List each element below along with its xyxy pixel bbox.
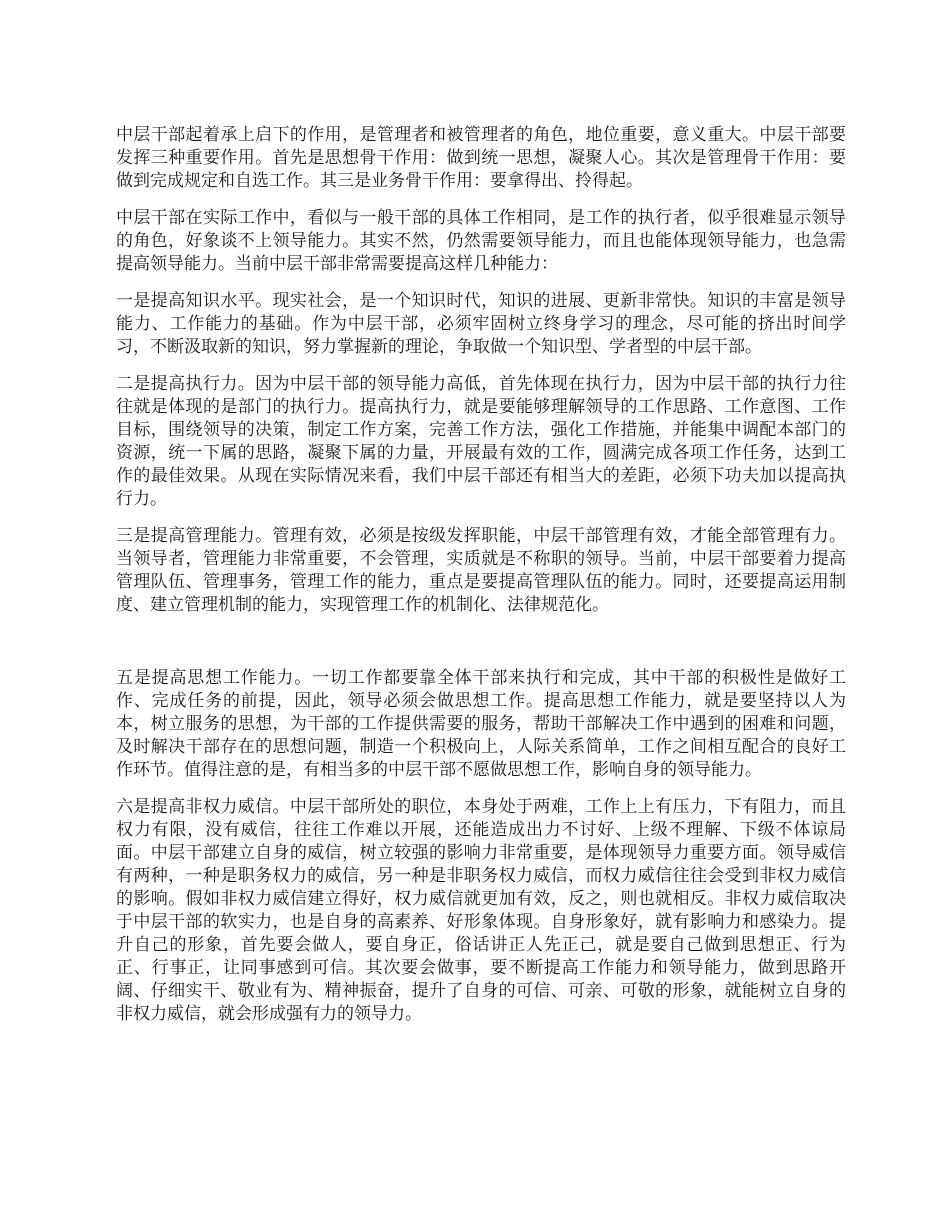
document-body: [116, 124, 846, 1040]
paragraph-knowledge: 一是提高知识水平。现实社会，是一个知识时代，知识的进展、更新非常快。知识的丰富是领导能力、工作能力的基础。作为中层干部，必须牢固树立终身学习的理念，尽可能的挤出时间学习，不断汲取新的知识，努力掌握新的理论，争取做一个知识型、学者型的中层干部。: [116, 291, 846, 357]
paragraph-ideological-work: 五是提高思想工作能力。一切工作都要靠全体干部来执行和完成，其中干部的积极性是做好工作、完成任务的前提，因此，领导必须会做思想工作。提高思想工作能力，就是要坚持以人为本，树立服务的思想，为干部的工作提供需要的服务，帮助干部解决工作中遇到的困难和问题，及时解决干部存在的思想问题，制造一个积极向上，人际关系简单，工作之间相互配合的良好工作环节。值得注意的是，有相当多的中层干部不愿做思想工作，影响自身的领导能力。: [116, 668, 846, 780]
paragraph-management: 三是提高管理能力。管理有效，必须是按级发挥职能，中层干部管理有效，才能全部管理有力。当领导者，管理能力非常重要，不会管理，实质就是不称职的领导。当前，中层干部要着力提高管理队伍、管理事务，管理工作的能力，重点是要提高管理队伍的能力。同时，还要提高运用制度、建立管理机制的能力，实现管理工作的机制化、法律规范化。: [116, 526, 846, 615]
paragraph-context: 中层干部在实际工作中，看似与一般干部的具体工作相同，是工作的执行者，似乎很难显示领导的角色，好象谈不上领导能力。其实不然，仍然需要领导能力，而且也能体现领导能力，也急需提高领导能力。当前中层干部非常需要提高这样几种能力：: [116, 208, 846, 274]
paragraph-intro: 中层干部起着承上启下的作用，是管理者和被管理者的角色，地位重要，意义重大。中层干部要发挥三种重要作用。首先是思想骨干作用：做到统一思想，凝聚人心。其次是管理骨干作用：要做到完成规定和自选工作。其三是业务骨干作用：要拿得出、拎得起。: [116, 125, 846, 191]
paragraph-execution: 二是提高执行力。因为中层干部的领导能力高低，首先体现在执行力，因为中层干部的执行力往往就是体现的是部门的执行力。提高执行力，就是要能够理解领导的工作思路、工作意图、工作目标，围绕领导的决策，制定工作方案，完善工作方法，强化工作措施，并能集中调配本部门的资源，统一下属的思路，凝聚下属的力量，开展最有效的工作，圆满完成各项工作任务，达到工作的最佳效果。从现在实际情况来看，我们中层干部还有相当大的差距，必须下功夫加以提高执行力。: [116, 374, 846, 509]
paragraph-non-power-prestige: 六是提高非权力威信。中层干部所处的职位，本身处于两难，工作上上有压力，下有阻力，而且权力有限，没有威信，往往工作难以开展，还能造成出力不讨好、上级不理解、下级不体谅局面。中层干部建立自身的威信，树立较强的影响力非常重要，是体现领导力重要方面。领导威信有两种，一种是职务权力的威信，另一种是非职务权力威信，而权力威信往往会受到非权力威信的影响。假如非权力威信建立得好，权力威信就更加有效，反之，则也就相反。非权力威信取决于中层干部的软实力，也是自身的高素养、好形象体现。自身形象好，就有影响力和感染力。提升自己的形象，首先要会做人，要自身正，俗话讲正人先正己，就是要自己做到思想正、行为正、行事正，让同事感到可信。其次要会做事，要不断提高工作能力和领导能力，做到思路开阔、仔细实干、敬业有为、精神振奋，提升了自身的可信、可亲、可敬的形象，就能树立自身的非权力威信，就会形成强有力的领导力。: [116, 797, 846, 1024]
paragraph-gap: [116, 631, 846, 667]
